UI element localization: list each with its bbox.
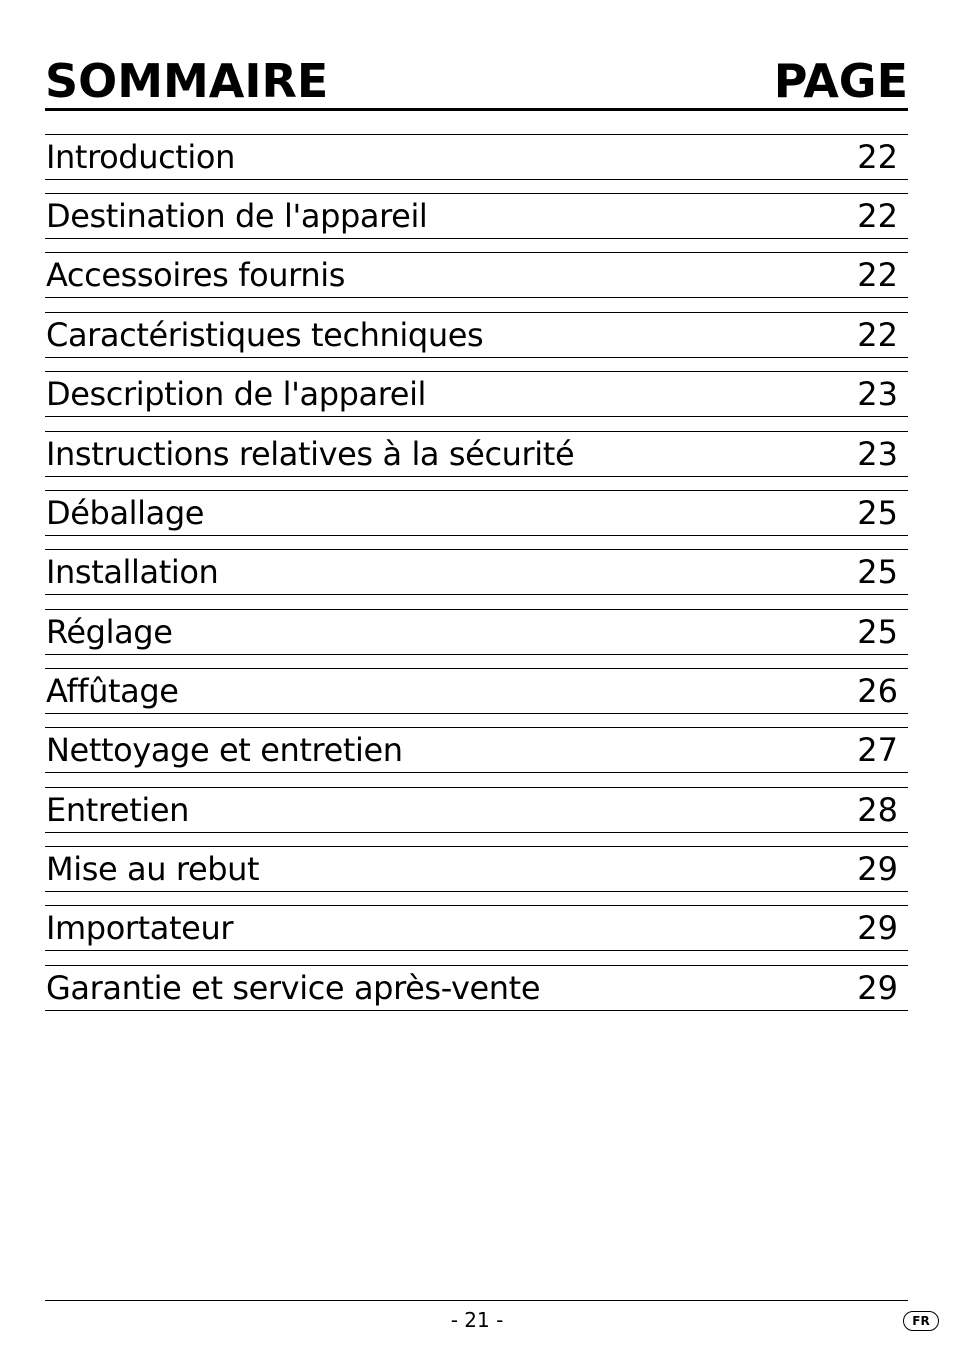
toc-entry-page: 25: [857, 613, 898, 651]
toc-header: [45, 52, 908, 111]
toc-entry-page: 22: [857, 316, 898, 354]
toc-row[interactable]: [45, 134, 908, 180]
toc-entry-title: Nettoyage et entretien: [46, 731, 403, 769]
toc-entry-title: Déballage: [46, 494, 205, 532]
page-number: - 21 -: [450, 1308, 504, 1332]
footer-divider: [45, 1300, 908, 1301]
toc-entry-page: 27: [857, 731, 898, 769]
toc-row[interactable]: [45, 609, 908, 655]
toc-row[interactable]: [45, 193, 908, 239]
toc-entry-page: 25: [857, 553, 898, 591]
toc-row[interactable]: [45, 905, 908, 951]
toc-row[interactable]: [45, 965, 908, 1011]
language-badge: FR: [903, 1311, 939, 1331]
toc-entry-title: Description de l'appareil: [46, 375, 427, 413]
toc-entry-title: Instructions relatives à la sécurité: [46, 435, 575, 473]
toc-entry-title: Réglage: [46, 613, 173, 651]
toc-entry-page: 28: [857, 791, 898, 829]
toc-entry-page: 23: [857, 435, 898, 473]
toc-entry-title: Mise au rebut: [46, 850, 260, 888]
toc-entry-page: 22: [857, 138, 898, 176]
toc-entry-page: 23: [857, 375, 898, 413]
toc-entry-page: 22: [857, 197, 898, 235]
toc-entry-page: 26: [857, 672, 898, 710]
toc-entry-title: Destination de l'appareil: [46, 197, 428, 235]
toc-entry-title: Caractéristiques techniques: [46, 316, 484, 354]
toc-entry-title: Entretien: [46, 791, 189, 829]
toc-row[interactable]: [45, 549, 908, 595]
toc-entry-page: 22: [857, 256, 898, 294]
toc-row[interactable]: [45, 371, 908, 417]
page-title: SOMMAIRE: [45, 54, 329, 108]
toc-entry-title: Garantie et service après-vente: [46, 969, 541, 1007]
toc-entry-title: Introduction: [46, 138, 235, 176]
toc-entry-title: Affûtage: [46, 672, 179, 710]
toc-entry-title: Installation: [46, 553, 219, 591]
toc-entry-page: 25: [857, 494, 898, 532]
page-column-label: PAGE: [773, 54, 908, 108]
toc-row[interactable]: [45, 787, 908, 833]
toc-entry-title: Importateur: [46, 909, 234, 947]
toc-entry-page: 29: [857, 909, 898, 947]
toc-entry-page: 29: [857, 850, 898, 888]
toc-row[interactable]: [45, 252, 908, 298]
toc-entry-page: 29: [857, 969, 898, 1007]
toc-row[interactable]: [45, 668, 908, 714]
toc-row[interactable]: [45, 490, 908, 536]
toc-row[interactable]: [45, 846, 908, 892]
toc-row[interactable]: [45, 431, 908, 477]
toc-entry-title: Accessoires fournis: [46, 256, 345, 294]
toc-row[interactable]: [45, 312, 908, 358]
toc-row[interactable]: [45, 727, 908, 773]
